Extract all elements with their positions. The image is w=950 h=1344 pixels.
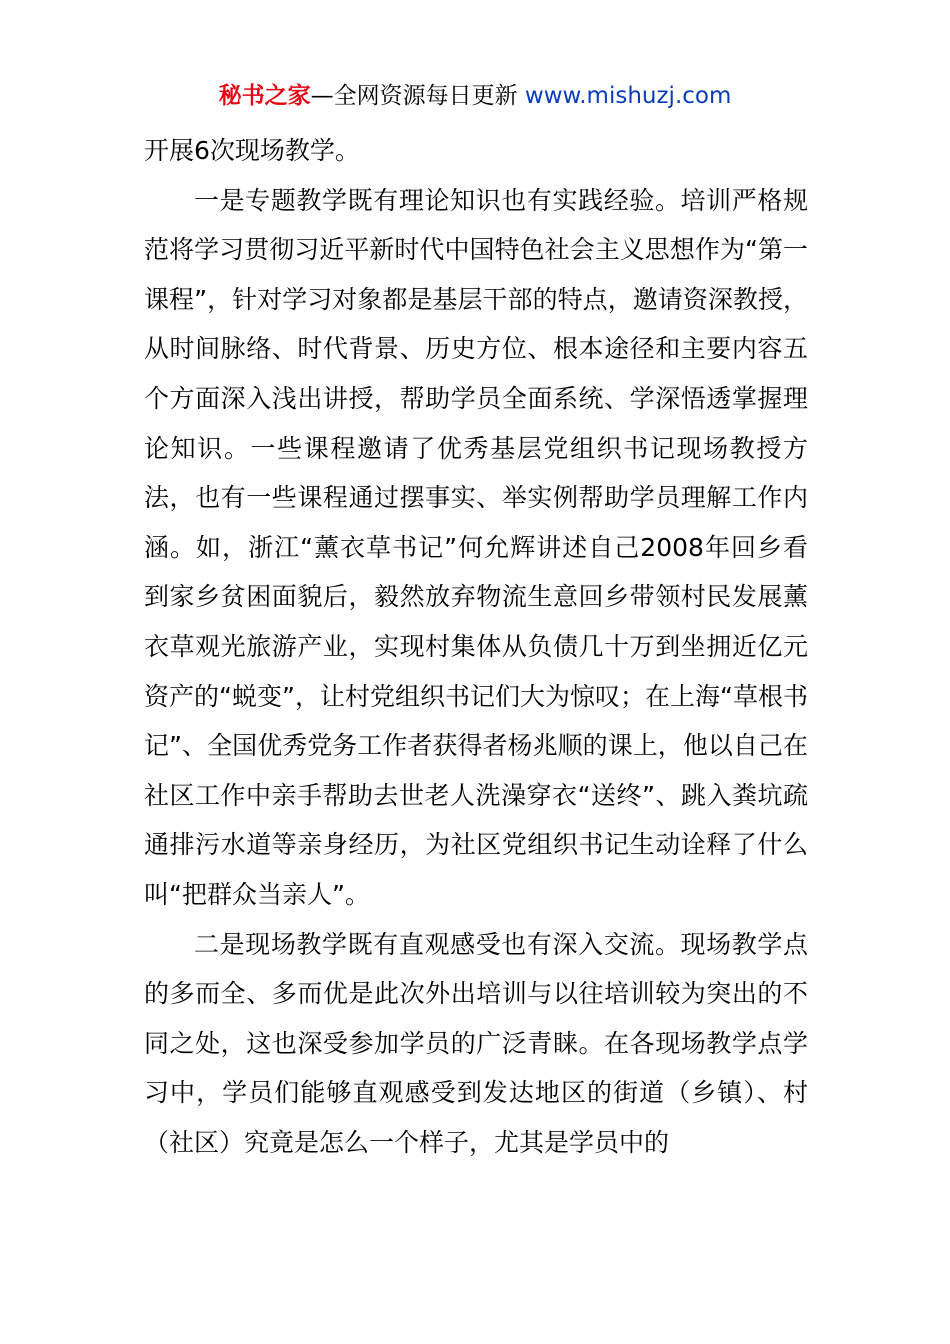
document-body xyxy=(144,126,808,1167)
paragraph-field-teaching: 二是现场教学既有直观感受也有深入交流。现场教学点的多而全、多而优是此次外出培训与以往培训较为突出的不同之处，这也深受参加学员的广泛青睐。在各现场教学点学习中，学员们能够直观感受到发达地区的街道（乡镇）、村（社区）究竟是怎么一个样子，尤其是学员中的 xyxy=(144,929,808,1157)
paragraph-topic-teaching: 一是专题教学既有理论知识也有实践经验。培训严格规范将学习贯彻习近平新时代中国特色社会主义思想作为“第一课程”，针对学习对象都是基层干部的特点，邀请资深教授，从时间脉络、时代背景、历史方位、根本途径和主要内容五个方面深入浅出讲授，帮助学员全面系统、学深悟透掌握理论知识。一些课程邀请了优秀基层党组织书记现场教授方法，也有一些课程通过摆事实、举实例帮助学员理解工作内涵。如，浙江“薰衣草书记”何允辉讲述自己2008年回乡看到家乡贫困面貌后，毅然放弃物流生意回乡带领村民发展薰衣草观光旅游产业，实现村集体从负债几十万到坐拥近亿元资产的“蜕变”，让村党组织书记们大为惊叹；在上海“草根书记”、全国优秀党务工作者获得者杨兆顺的课上，他以自己在社区工作中亲手帮助去世老人洗澡穿衣“送终”、跳入粪坑疏通排污水道等亲身经历，为社区党组织书记生动诠释了什么叫“把群众当亲人”。 xyxy=(144,185,808,909)
header-tagline: —全网资源每日更新 xyxy=(310,83,525,109)
header-url: www.mishuzj.com xyxy=(524,83,732,109)
paragraph-continued: 开展6次现场教学。 xyxy=(144,136,360,165)
page-header xyxy=(0,80,950,112)
brand-name: 秘书之家 xyxy=(218,83,311,109)
